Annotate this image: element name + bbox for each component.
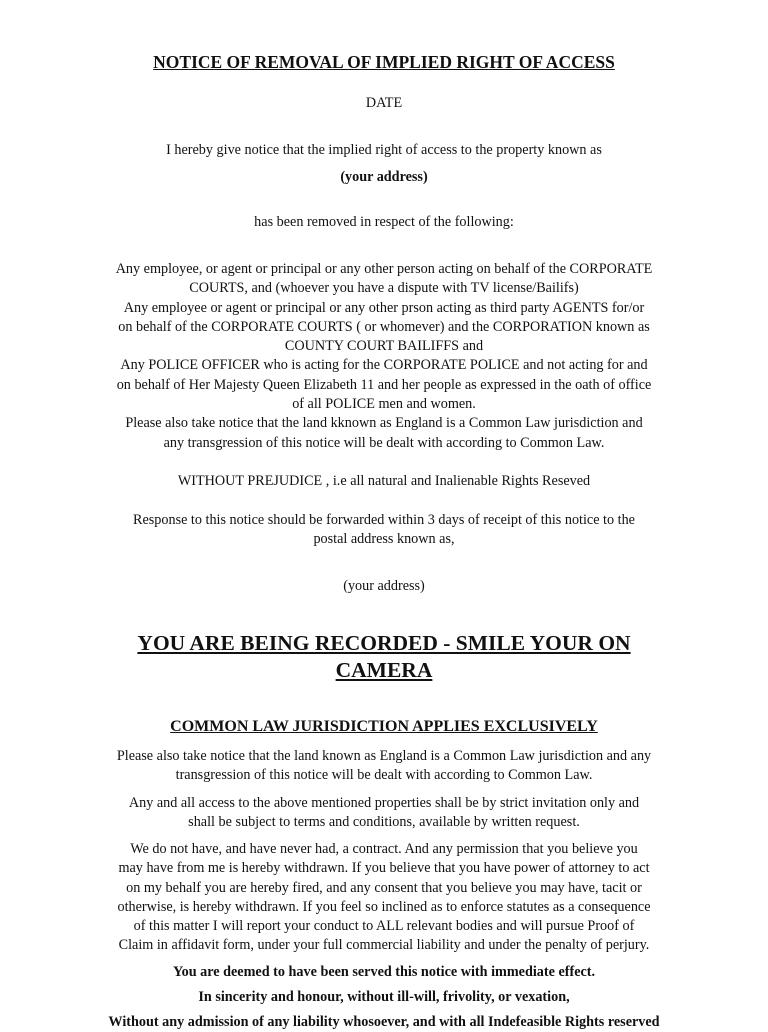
intro-line: I hereby give notice that the implied right of access to the property known as	[166, 142, 602, 158]
common-law-para3	[0, 840, 768, 956]
without-prejudice: WITHOUT PREJUDICE , i.e all natural and Inalienable Rights Reseved	[177, 473, 591, 489]
para-line: Claim in affidavit form, under your full commercial liability and under the penalty of perjury.	[118, 937, 650, 954]
list-line: of all POLICE men and women.	[292, 396, 476, 413]
response-line: postal address known as,	[313, 531, 455, 548]
list-line: Any employee, or agent or principal or any other person acting on behalf of the CORPORATE	[115, 261, 653, 277]
para-line: otherwise, is hereby withdrawn. If you feel so inclined as to enforce statutes as a consequence	[117, 898, 651, 915]
response-paragraph	[0, 511, 768, 550]
removal-list	[0, 260, 768, 453]
list-line: COURTS, and (whoever you have a dispute with TV license/Bailifs)	[189, 280, 579, 297]
served-line: You are deemed to have been served this notice with immediate effect.	[172, 964, 596, 980]
common-law-para2	[0, 794, 768, 833]
address-plain: (your address)	[343, 578, 425, 594]
para-line: of this matter I will report your conduct to ALL relevant bodies and will pursue Proof of	[133, 918, 635, 935]
list-line: Any employee or agent or principal or any other prson acting as third party AGENTS for/or	[123, 299, 645, 316]
response-line: Response to this notice should be forwarded within 3 days of receipt of this notice to the	[133, 512, 635, 528]
para-line: Please also take notice that the land known as England is a Common Law jurisdiction and any	[116, 748, 652, 764]
notice-title: NOTICE OF REMOVAL OF IMPLIED RIGHT OF ACCESS	[153, 52, 615, 72]
list-line: COUNTY COURT BAILIFFS and	[284, 338, 484, 355]
address-bold: (your address)	[340, 169, 428, 185]
date-line: DATE	[365, 95, 403, 111]
recorded-heading-line1: YOU ARE BEING RECORDED - SMILE YOUR ON	[137, 631, 631, 655]
list-line: Any POLICE OFFICER who is acting for the CORPORATE POLICE and not acting for and	[120, 357, 648, 374]
list-line: on behalf of Her Majesty Queen Elizabeth 11 and her people as expressed in the oath of office	[116, 376, 652, 393]
para-line: We do not have, and have never had, a contract. And any permission that you believe you	[130, 841, 638, 857]
recorded-heading-line2: CAMERA	[335, 658, 433, 682]
without-admission-line: Without any admission of any liability whosoever, and with all Indefeasible Rights reserved	[108, 1014, 660, 1030]
para-line: transgression of this notice will be dealt with according to Common Law.	[175, 767, 593, 784]
common-law-heading: COMMON LAW JURISDICTION APPLIES EXCLUSIVELY	[170, 718, 598, 735]
list-line: on behalf of the CORPORATE COURTS ( or whomever) and the CORPORATION known as	[118, 318, 650, 335]
para-line: on my behalf you are hereby fired, and any consent that you believe you may have, tacit or	[126, 879, 642, 896]
list-line: Please also take notice that the land kknown as England is a Common Law jurisdiction and	[125, 415, 643, 432]
para-line: Any and all access to the above mentioned properties shall be by strict invitation only and	[128, 795, 640, 811]
para-line: may have from me is hereby withdrawn. If you believe that you have power of attorney to act	[118, 860, 650, 877]
para-line: shall be subject to terms and conditions, available by written request.	[188, 814, 580, 831]
sincerity-line: In sincerity and honour, without ill-will, frivolity, or vexation,	[198, 989, 570, 1005]
list-line: any transgression of this notice will be dealt with according to Common Law.	[163, 434, 605, 451]
common-law-para1	[0, 747, 768, 786]
removed-line: has been removed in respect of the following:	[254, 214, 514, 230]
